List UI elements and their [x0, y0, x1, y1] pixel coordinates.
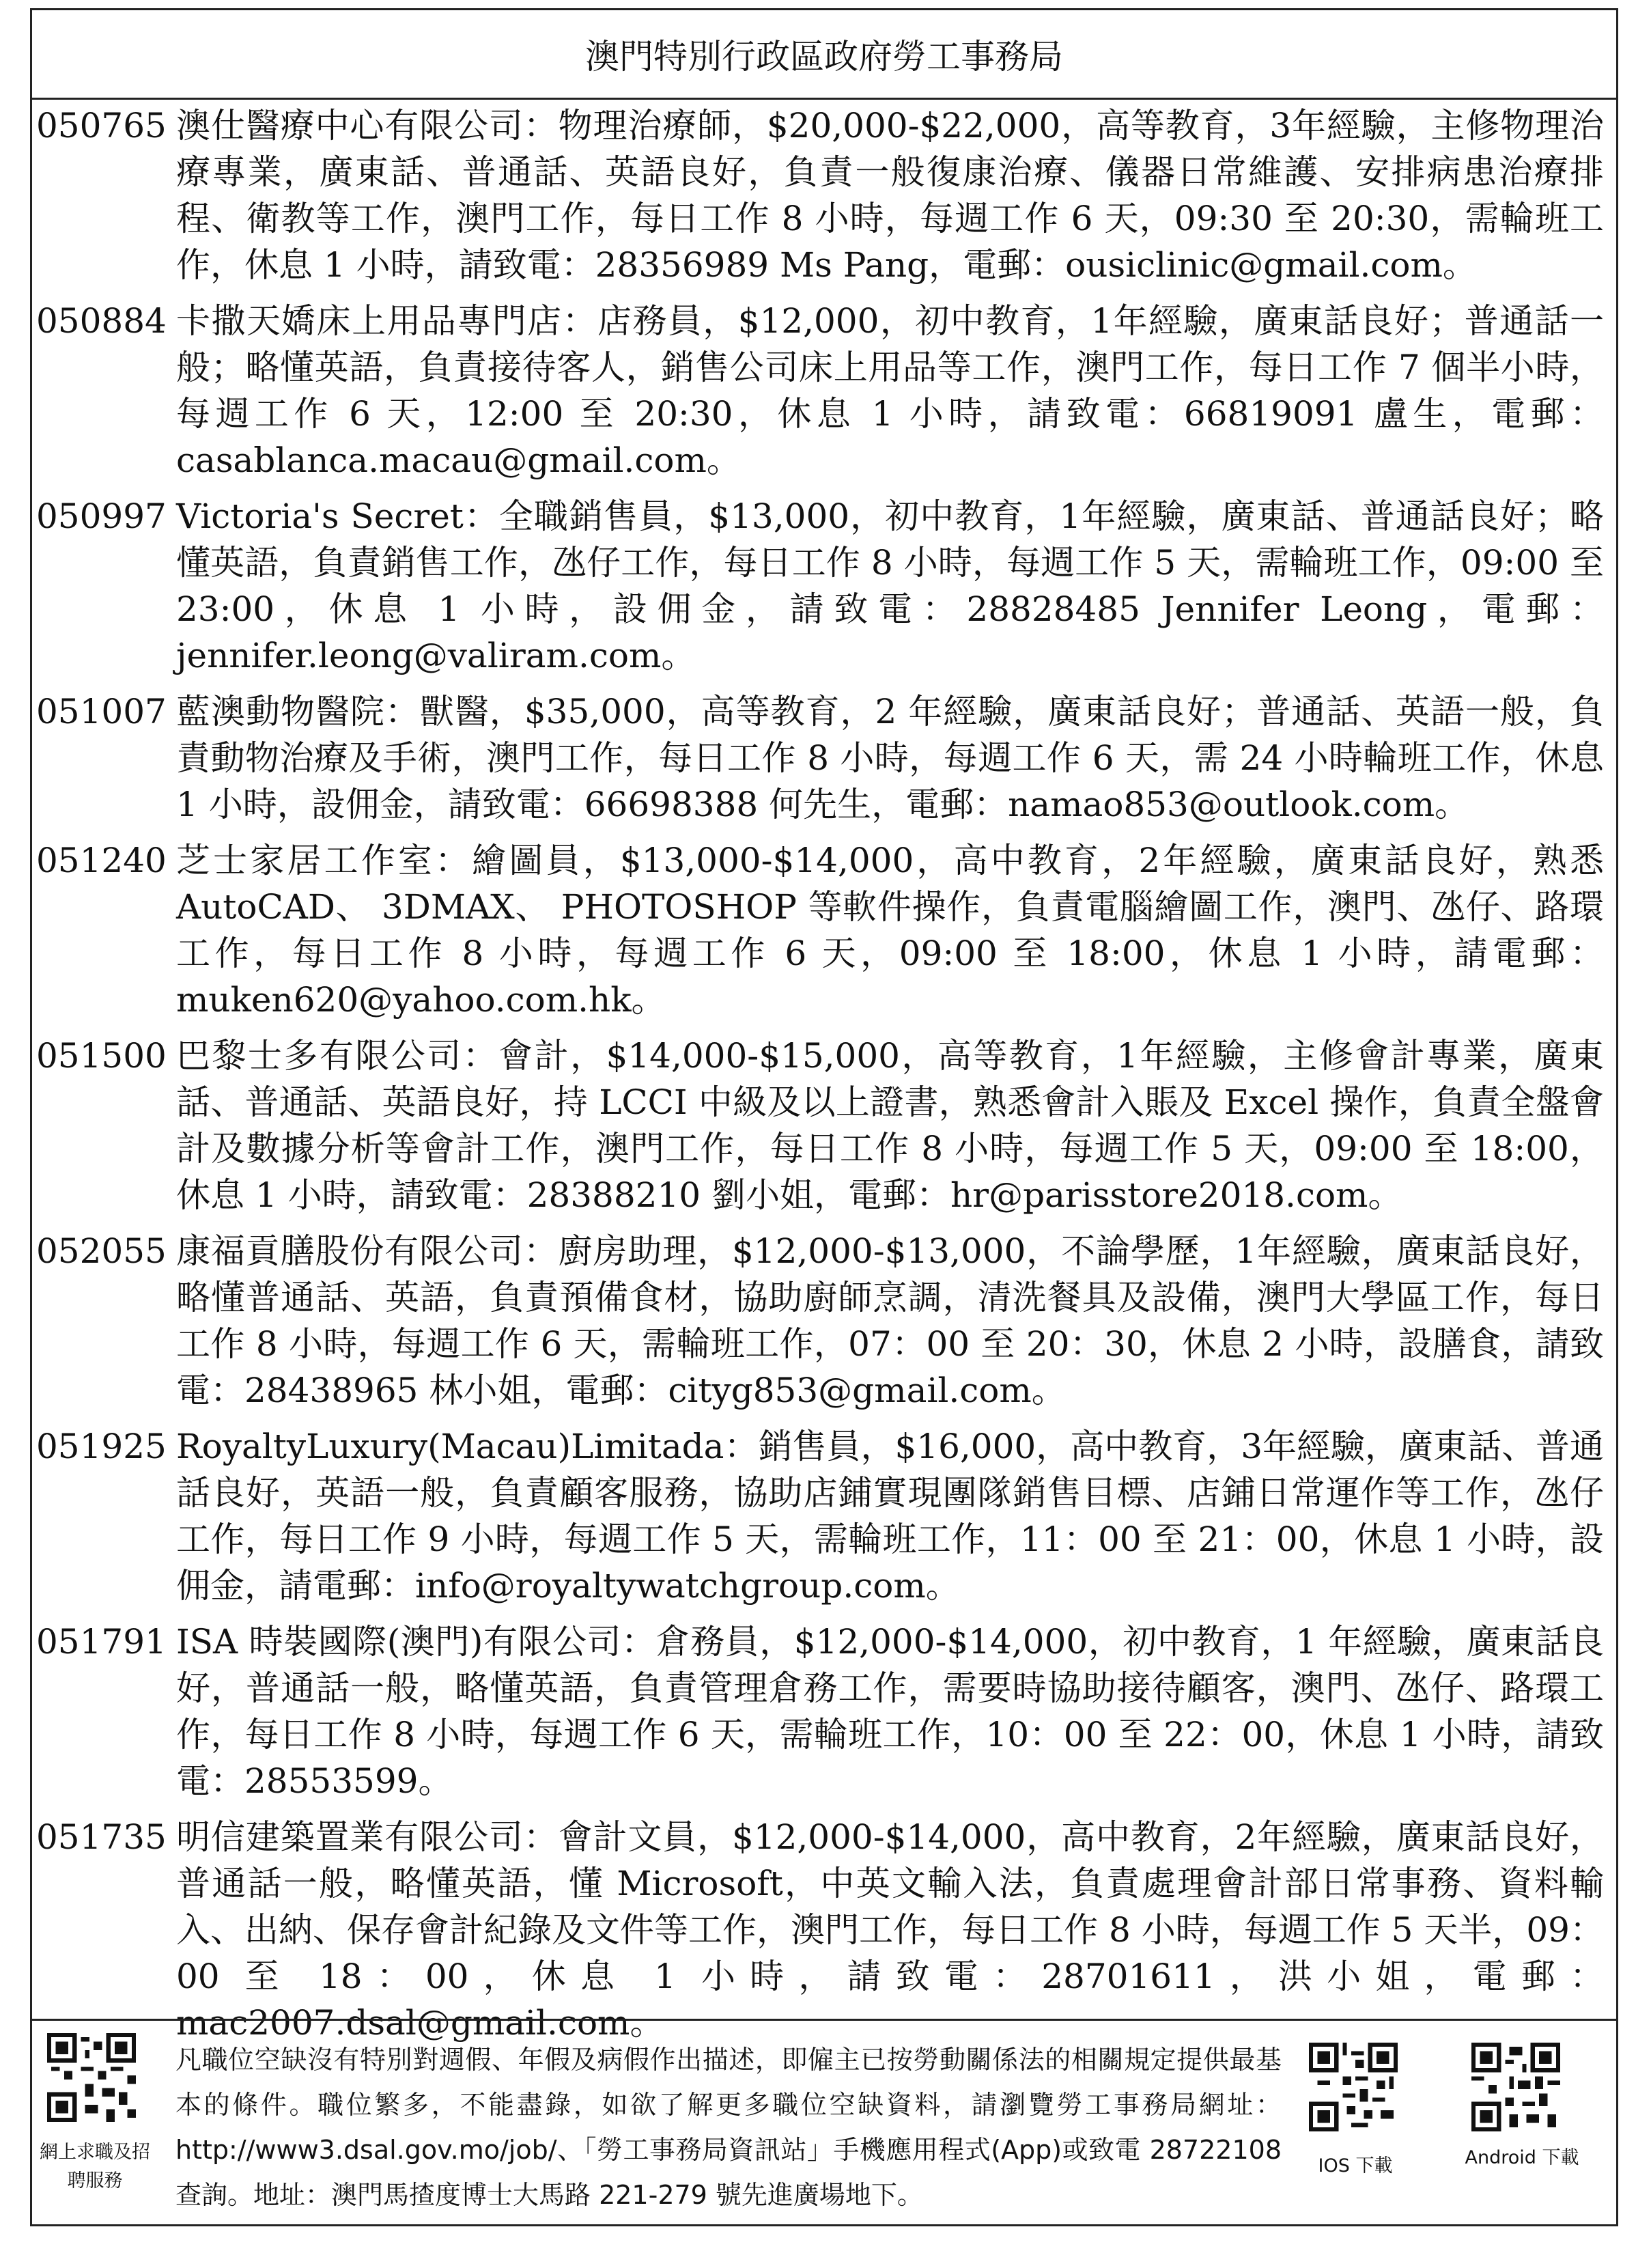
notice-text: 凡職位空缺沒有特別對週假、年假及病假作出描述，即僱主已按勞動關係法的相關規定提供最基本的條件。職位繁多，不能盡錄，如欲了解更多職位空缺資料，請瀏覽勞工事務局網址：http://www3.dsal.gov.mo/job/、「勞工事務局資訊站」手機應用程式(App)或致電 28722108 查詢。地址：澳門馬揸度博士大馬路 221-279 號先進廣場地下。 [175, 2045, 1282, 2210]
job-id: 050997 [36, 496, 167, 536]
job-id: 051240 [36, 841, 167, 880]
job-list [32, 100, 1616, 2046]
qr-code-icon[interactable] [47, 2033, 136, 2122]
list-item [32, 1033, 1616, 1218]
job-id: 051007 [36, 692, 167, 731]
ios-download-label: IOS 下載 [1318, 2155, 1393, 2176]
job-description: 藍澳動物醫院：獸醫，$35,000，高等教育，2 年經驗，廣東話良好；普通話、英語一般，負責動物治療及手術，澳門工作，每日工作 8 小時，每週工作 6 天，需 24 小時輪班工作，休息 1 小時，設佣金，請致電：66698388 何先生，電郵：namao853@outlook.com。 [176, 692, 1604, 824]
list-item [32, 1814, 1616, 2046]
job-description: 芝士家居工作室：繪圖員，$13,000-$14,000，高中教育，2年經驗，廣東話良好，熟悉 AutoCAD、 3DMAX、 PHOTOSHOP 等軟件操作，負責電腦繪圖工作，澳門、氹仔、路環工作，每日工作 8 小時，每週工作 6 天，09:00 至 18:00，休息 1 小時，請電郵：muken620@yahoo.com.hk。 [176, 841, 1604, 1020]
job-description: RoyaltyLuxury(Macau)Limitada：銷售員，$16,000，高中教育，3年經驗，廣東話、普通話良好，英語一般，負責顧客服務，協助店鋪實現團隊銷售目標、店鋪日常運作等工作，氹仔工作，每日工作 9 小時，每週工作 5 天，需輪班工作，11：00 至 21：00，休息 1 小時，設佣金，請電郵：info@royaltywatchgroup.com。 [176, 1427, 1605, 1606]
job-description: 巴黎士多有限公司：會計，$14,000-$15,000，高等教育，1年經驗，主修會計專業，廣東話、普通話、英語良好，持 LCCI 中級及以上證書，熟悉會計入賬及 Excel 操作，負責全盤會計及數據分析等會計工作，澳門工作，每日工作 8 小時，每週工作 5 天，09:00 至 18:00，休息 1 小時，請致電：28388210 劉小姐，電郵：hr@parisstore2018.com。 [176, 1036, 1604, 1215]
job-description: 澳仕醫療中心有限公司：物理治療師，$20,000-$22,000，高等教育，3年經驗，主修物理治療專業，廣東話、普通話、英語良好，負責一般復康治療、儀器日常維護、安排病患治療排程、衛教等工作，澳門工作，每日工作 8 小時，每週工作 6 天，09:30 至 20:30，需輪班工作，休息 1 小時，請致電：28356989 Ms Pang，電郵：ousiclinic@gmail.com。 [176, 106, 1604, 285]
list-item [32, 1423, 1616, 1609]
android-download-label: Android 下載 [1465, 2147, 1579, 2168]
job-description: ISA 時裝國際(澳門)有限公司：倉務員，$12,000-$14,000，初中教育，1 年經驗，廣東話良好，普通話一般，略懂英語，負責管理倉務工作，需要時協助接待顧客，澳門、氹仔、路環工作，每日工作 8 小時，每週工作 6 天，需輪班工作，10：00 至 22：00，休息 1 小時，請致電：28553599。 [176, 1622, 1604, 1801]
list-item [32, 688, 1616, 828]
qr-job-label: 網上求職及招聘服務 [40, 2142, 150, 2192]
job-id: 051791 [36, 1622, 167, 1662]
job-id: 050765 [36, 106, 167, 145]
list-item [32, 493, 1616, 679]
job-id: 051500 [36, 1036, 167, 1076]
job-id: 051735 [36, 1817, 167, 1857]
job-description: 明信建築置業有限公司：會計文員，$12,000-$14,000，高中教育，2年經驗，廣東話良好，普通話一般，略懂英語，懂 Microsoft，中英文輸入法，負責處理會計部日常事務、資料輸入、出納、保存會計紀錄及文件等工作，澳門工作，每日工作 8 小時，每週工作 5 天半，09：00 至 18：00，休息 1 小時，請致電：28701611，洪小姐，電郵：mac2007.dsal@gmail.com。 [176, 1817, 1604, 2043]
ios-qr-code-icon[interactable] [1309, 2043, 1398, 2131]
job-description: 康福貢膳股份有限公司：廚房助理，$12,000-$13,000，不論學歷，1年經驗，廣東話良好，略懂普通話、英語，負責預備食材，協助廚師烹調，清洗餐具及設備，澳門大學區工作，每日工作 8 小時，每週工作 6 天，需輪班工作，07：00 至 20：30，休息 2 小時，設膳食，請致電：28438965 林小姐，電郵：cityg853@gmail.com。 [176, 1231, 1604, 1410]
job-id: 052055 [36, 1231, 167, 1271]
job-id: 051925 [36, 1427, 167, 1466]
job-listing-page [30, 8, 1618, 2226]
list-item [32, 298, 1616, 484]
page-title: 澳門特別行政區政府勞工事務局 [32, 10, 1616, 100]
list-item [32, 1619, 1616, 1804]
job-id: 050884 [36, 301, 167, 341]
job-description: 卡撒天嬌床上用品專門店：店務員，$12,000，初中教育，1年經驗，廣東話良好；普通話一般；略懂英語，負責接待客人，銷售公司床上用品等工作，澳門工作，每日工作 7 個半小時，每週工作 6 天，12:00 至 20:30，休息 1 小時，請致電：66819091 盧生，電郵：casablanca.macau@gmail.com。 [176, 301, 1604, 480]
job-description: Victoria's Secret：全職銷售員，$13,000，初中教育，1年經驗，廣東話、普通話良好；略懂英語，負責銷售工作，氹仔工作，每日工作 8 小時，每週工作 5 天，需輪班工作，09:00 至 23:00，休息 1 小時，設佣金，請致電：28828485 Jennifer Leong，電郵：jennifer.leong@valiram.com。 [176, 496, 1604, 675]
android-qr-code-icon[interactable] [1471, 2043, 1560, 2131]
list-item [32, 1228, 1616, 1414]
list-item [32, 837, 1616, 1023]
list-item [32, 102, 1616, 288]
footer [32, 2019, 1616, 2224]
